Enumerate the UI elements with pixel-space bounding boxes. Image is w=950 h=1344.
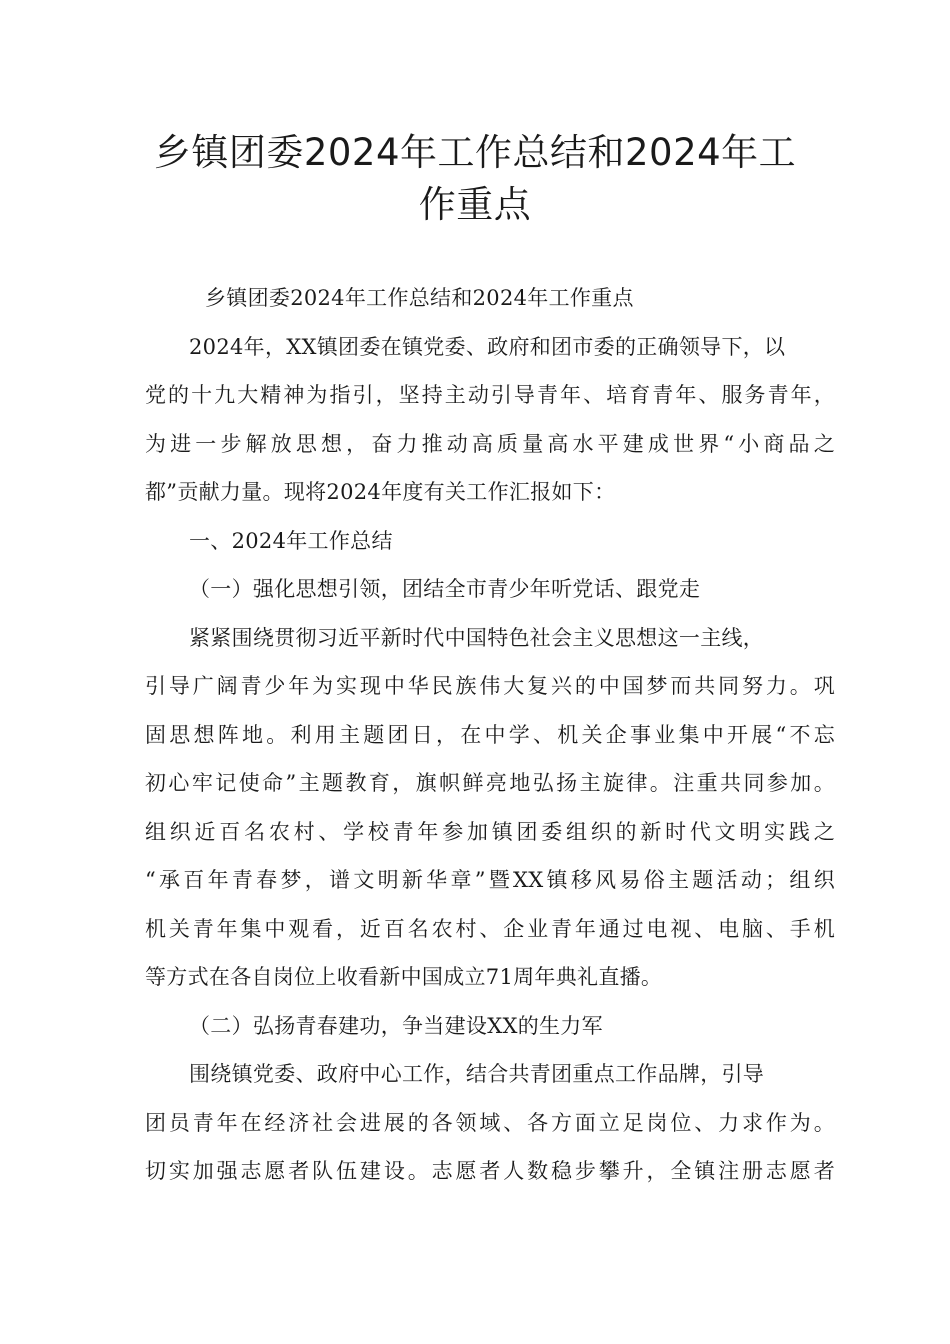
- body-line: 党的十九大精神为指引，坚持主动引导青年、培育青年、服务青年，: [145, 383, 835, 407]
- body-line: 围绕镇党委、政府中心工作，结合共青团重点工作品牌，引导: [189, 1062, 765, 1086]
- body-line: 团员青年在经济社会进展的各领域、各方面立足岗位、力求作为。: [145, 1110, 835, 1135]
- body-line: 乡镇团委2024年工作总结和2024年工作重点: [205, 286, 634, 310]
- body-line: 引导广阔青少年为实现中华民族伟大复兴的中国梦而共同努力。巩: [145, 674, 835, 698]
- body-line: 切实加强志愿者队伍建设。志愿者人数稳步攀升，全镇注册志愿者: [145, 1159, 835, 1183]
- body-line: 固思想阵地。利用主题团日，在中学、机关企事业集中开展“不忘: [145, 722, 835, 747]
- body-line: 初心牢记使命”主题教育，旗帜鲜亮地弘扬主旋律。注重共同参加。: [145, 771, 835, 795]
- body-line: 都”贡献力量。现将2024年度有关工作汇报如下：: [145, 480, 616, 504]
- body-line: 机关青年集中观看，近百名农村、企业青年通过电视、电脑、手机: [145, 916, 835, 941]
- subsection-heading: （二）弘扬青春建功，争当建设XX的生力军: [189, 1013, 603, 1038]
- section-heading: 一、2024年工作总结: [189, 528, 393, 553]
- body-line: 等方式在各自岗位上收看新中国成立71周年典礼直播。: [145, 965, 663, 989]
- body-line: 组织近百名农村、学校青年参加镇团委组织的新时代文明实践之: [145, 819, 835, 844]
- document-title-line-1: 乡镇团委2024年工作总结和2024年工: [153, 131, 797, 174]
- subsection-heading: （一）强化思想引领，团结全市青少年听党话、跟党走: [189, 577, 701, 601]
- body-line: “承百年青春梦，谱文明新华章”暨XX镇移风易俗主题活动；组织: [145, 868, 835, 892]
- body-line: 紧紧围绕贯彻习近平新时代中国特色社会主义思想这一主线，: [189, 625, 765, 650]
- body-line: 2024年，XX镇团委在镇党委、政府和团市委的正确领导下，以: [189, 334, 786, 359]
- document-title-line-2: 作重点: [418, 183, 532, 226]
- body-line: 为进一步解放思想，奋力推动高质量高水平建成世界“小商品之: [145, 431, 835, 456]
